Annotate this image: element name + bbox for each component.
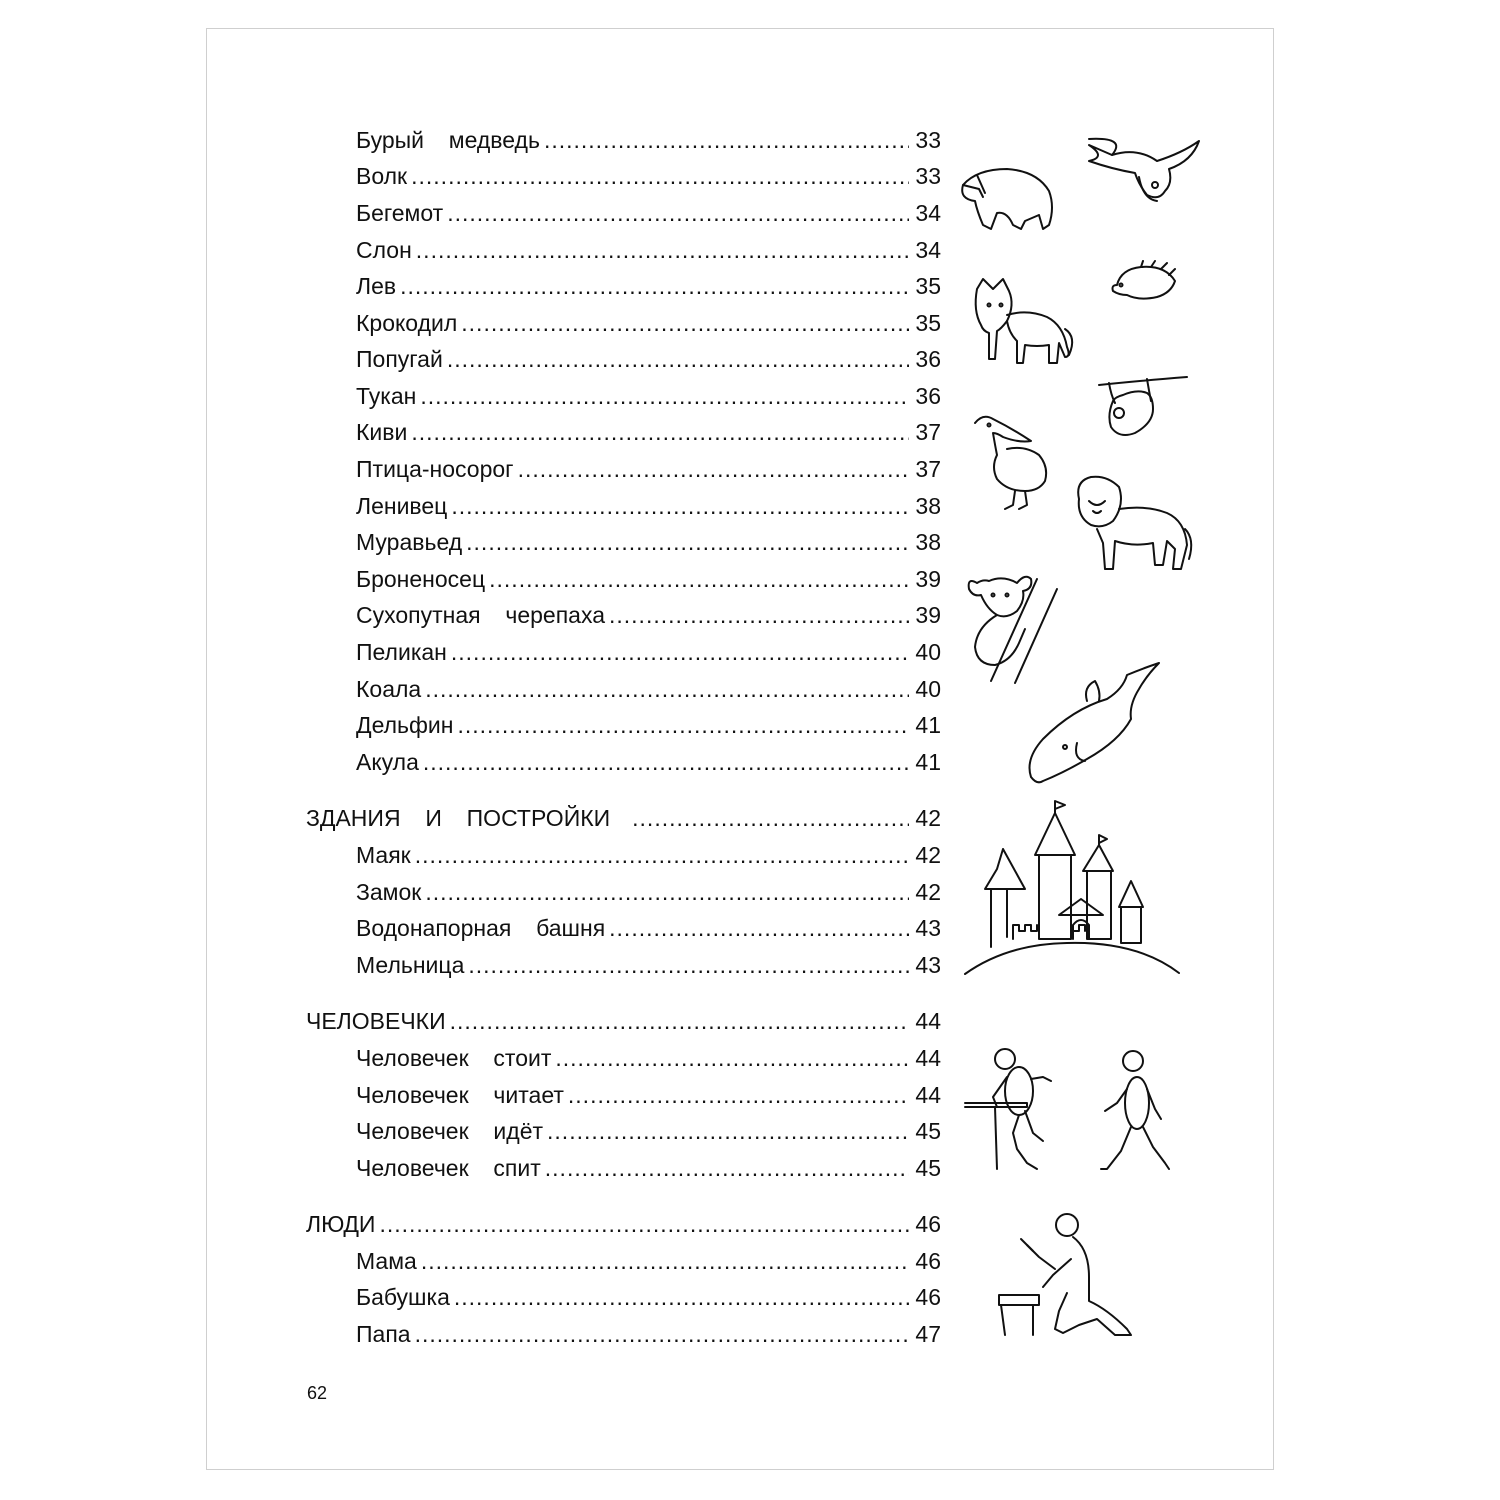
toc-entry-title: Бегемот: [356, 200, 444, 226]
toc-entry-page: 36: [915, 346, 941, 372]
toc-entry-page: 45: [915, 1155, 941, 1181]
toc-entry-title: Броненосец: [356, 566, 486, 592]
sloth-icon: [1099, 377, 1187, 435]
page-number: 62: [307, 1383, 328, 1403]
toc-entry-page: 33: [915, 163, 941, 189]
toc-entry-page: 42: [915, 879, 941, 905]
toc-entry-page: 46: [915, 1248, 941, 1274]
toc-entry-title: Человечек спит: [356, 1155, 541, 1181]
toc-entry-page: 36: [915, 383, 941, 409]
wolf-icon: [976, 279, 1073, 363]
hedgehog-icon: [1113, 261, 1176, 299]
toc-entry-page: 42: [915, 842, 941, 868]
illustrations: [207, 29, 1275, 1471]
walking-figure-icon: [1101, 1051, 1169, 1169]
book-page: [206, 28, 1274, 1470]
toc-entry-title: Ленивец: [356, 493, 448, 519]
toc-entry-page: 44: [915, 1082, 941, 1108]
toc-entry-title: Акула: [356, 749, 419, 775]
toc-entry-page: 41: [915, 749, 941, 775]
toc-entry-title: Сухопутная черепаха: [356, 602, 605, 628]
toc-entry-title: Тукан: [356, 383, 417, 409]
toc-entry-page: 35: [915, 273, 941, 299]
toc-entry-page: 46: [915, 1284, 941, 1310]
toc-entry-title: Папа: [356, 1321, 411, 1347]
toc-section-title: ЧЕЛОВЕЧКИ: [306, 1008, 446, 1034]
toc-section-title: ЛЮДИ: [306, 1211, 376, 1237]
pelican-icon: [975, 417, 1046, 509]
toc-entry-title: Птица-носорог: [356, 456, 514, 482]
toc-entry-title: Замок: [356, 879, 422, 905]
toc-entry-page: 33: [915, 127, 941, 153]
toc-entry-title: Слон: [356, 237, 412, 263]
toc-entry-title: Муравьед: [356, 529, 463, 555]
toc-entry-page: 38: [915, 529, 941, 555]
toc-entry-page: 41: [915, 712, 941, 738]
toc-entry-page: 43: [915, 915, 941, 941]
badger-icon: [962, 169, 1052, 229]
dolphin-icon: [1030, 663, 1160, 782]
toc-entry-title: Бабушка: [356, 1284, 450, 1310]
toc-entry-title: Человечек идёт: [356, 1118, 544, 1144]
toc-section-page: 46: [915, 1211, 941, 1237]
toc-entry-title: Лев: [356, 273, 397, 299]
toc-section-page: 42: [915, 805, 941, 831]
toc-entry-title: Мельница: [356, 952, 465, 978]
toc-entry-title: Коала: [356, 676, 422, 702]
toc-entry-page: 44: [915, 1045, 941, 1071]
toc-entry-page: 34: [915, 237, 941, 263]
toc-entry-page: 37: [915, 419, 941, 445]
koala-icon: [969, 577, 1057, 683]
toc-entry-title: Волк: [356, 163, 408, 189]
carpenter-icon: [999, 1214, 1131, 1335]
toc-entry-page: 34: [915, 200, 941, 226]
toc-entry-page: 39: [915, 602, 941, 628]
toc-entry-page: 38: [915, 493, 941, 519]
toc-section-title: ЗДАНИЯ И ПОСТРОЙКИ: [306, 805, 611, 831]
toc-entry-title: Крокодил: [356, 310, 458, 336]
toc-entry-title: Попугай: [356, 346, 443, 372]
hummingbird-icon: [1089, 139, 1199, 201]
toc-entry-title: Киви: [356, 419, 408, 445]
toc-entry-page: 43: [915, 952, 941, 978]
toc-entry-title: Бурый медведь: [356, 127, 540, 153]
toc-entry-title: Человечек читает: [356, 1082, 564, 1108]
toc-entry-page: 39: [915, 566, 941, 592]
toc-entry-page: 40: [915, 676, 941, 702]
toc-entry-page: 45: [915, 1118, 941, 1144]
toc-entry-title: Маяк: [356, 842, 411, 868]
toc-entry-title: Водонапорная башня: [356, 915, 606, 941]
toc-entry-title: Мама: [356, 1248, 417, 1274]
toc-entry-title: Дельфин: [356, 712, 454, 738]
castle-icon: [965, 801, 1179, 974]
toc-entry-title: Пеликан: [356, 639, 447, 665]
reading-figure-icon: [965, 1049, 1051, 1169]
toc-entry-page: 37: [915, 456, 941, 482]
toc-entry-page: 47: [915, 1321, 941, 1347]
toc-section-page: 44: [915, 1008, 941, 1034]
lion-icon: [1078, 477, 1191, 569]
toc-entry-page: 35: [915, 310, 941, 336]
toc-entry-page: 40: [915, 639, 941, 665]
toc-entry-title: Человечек стоит: [356, 1045, 552, 1071]
